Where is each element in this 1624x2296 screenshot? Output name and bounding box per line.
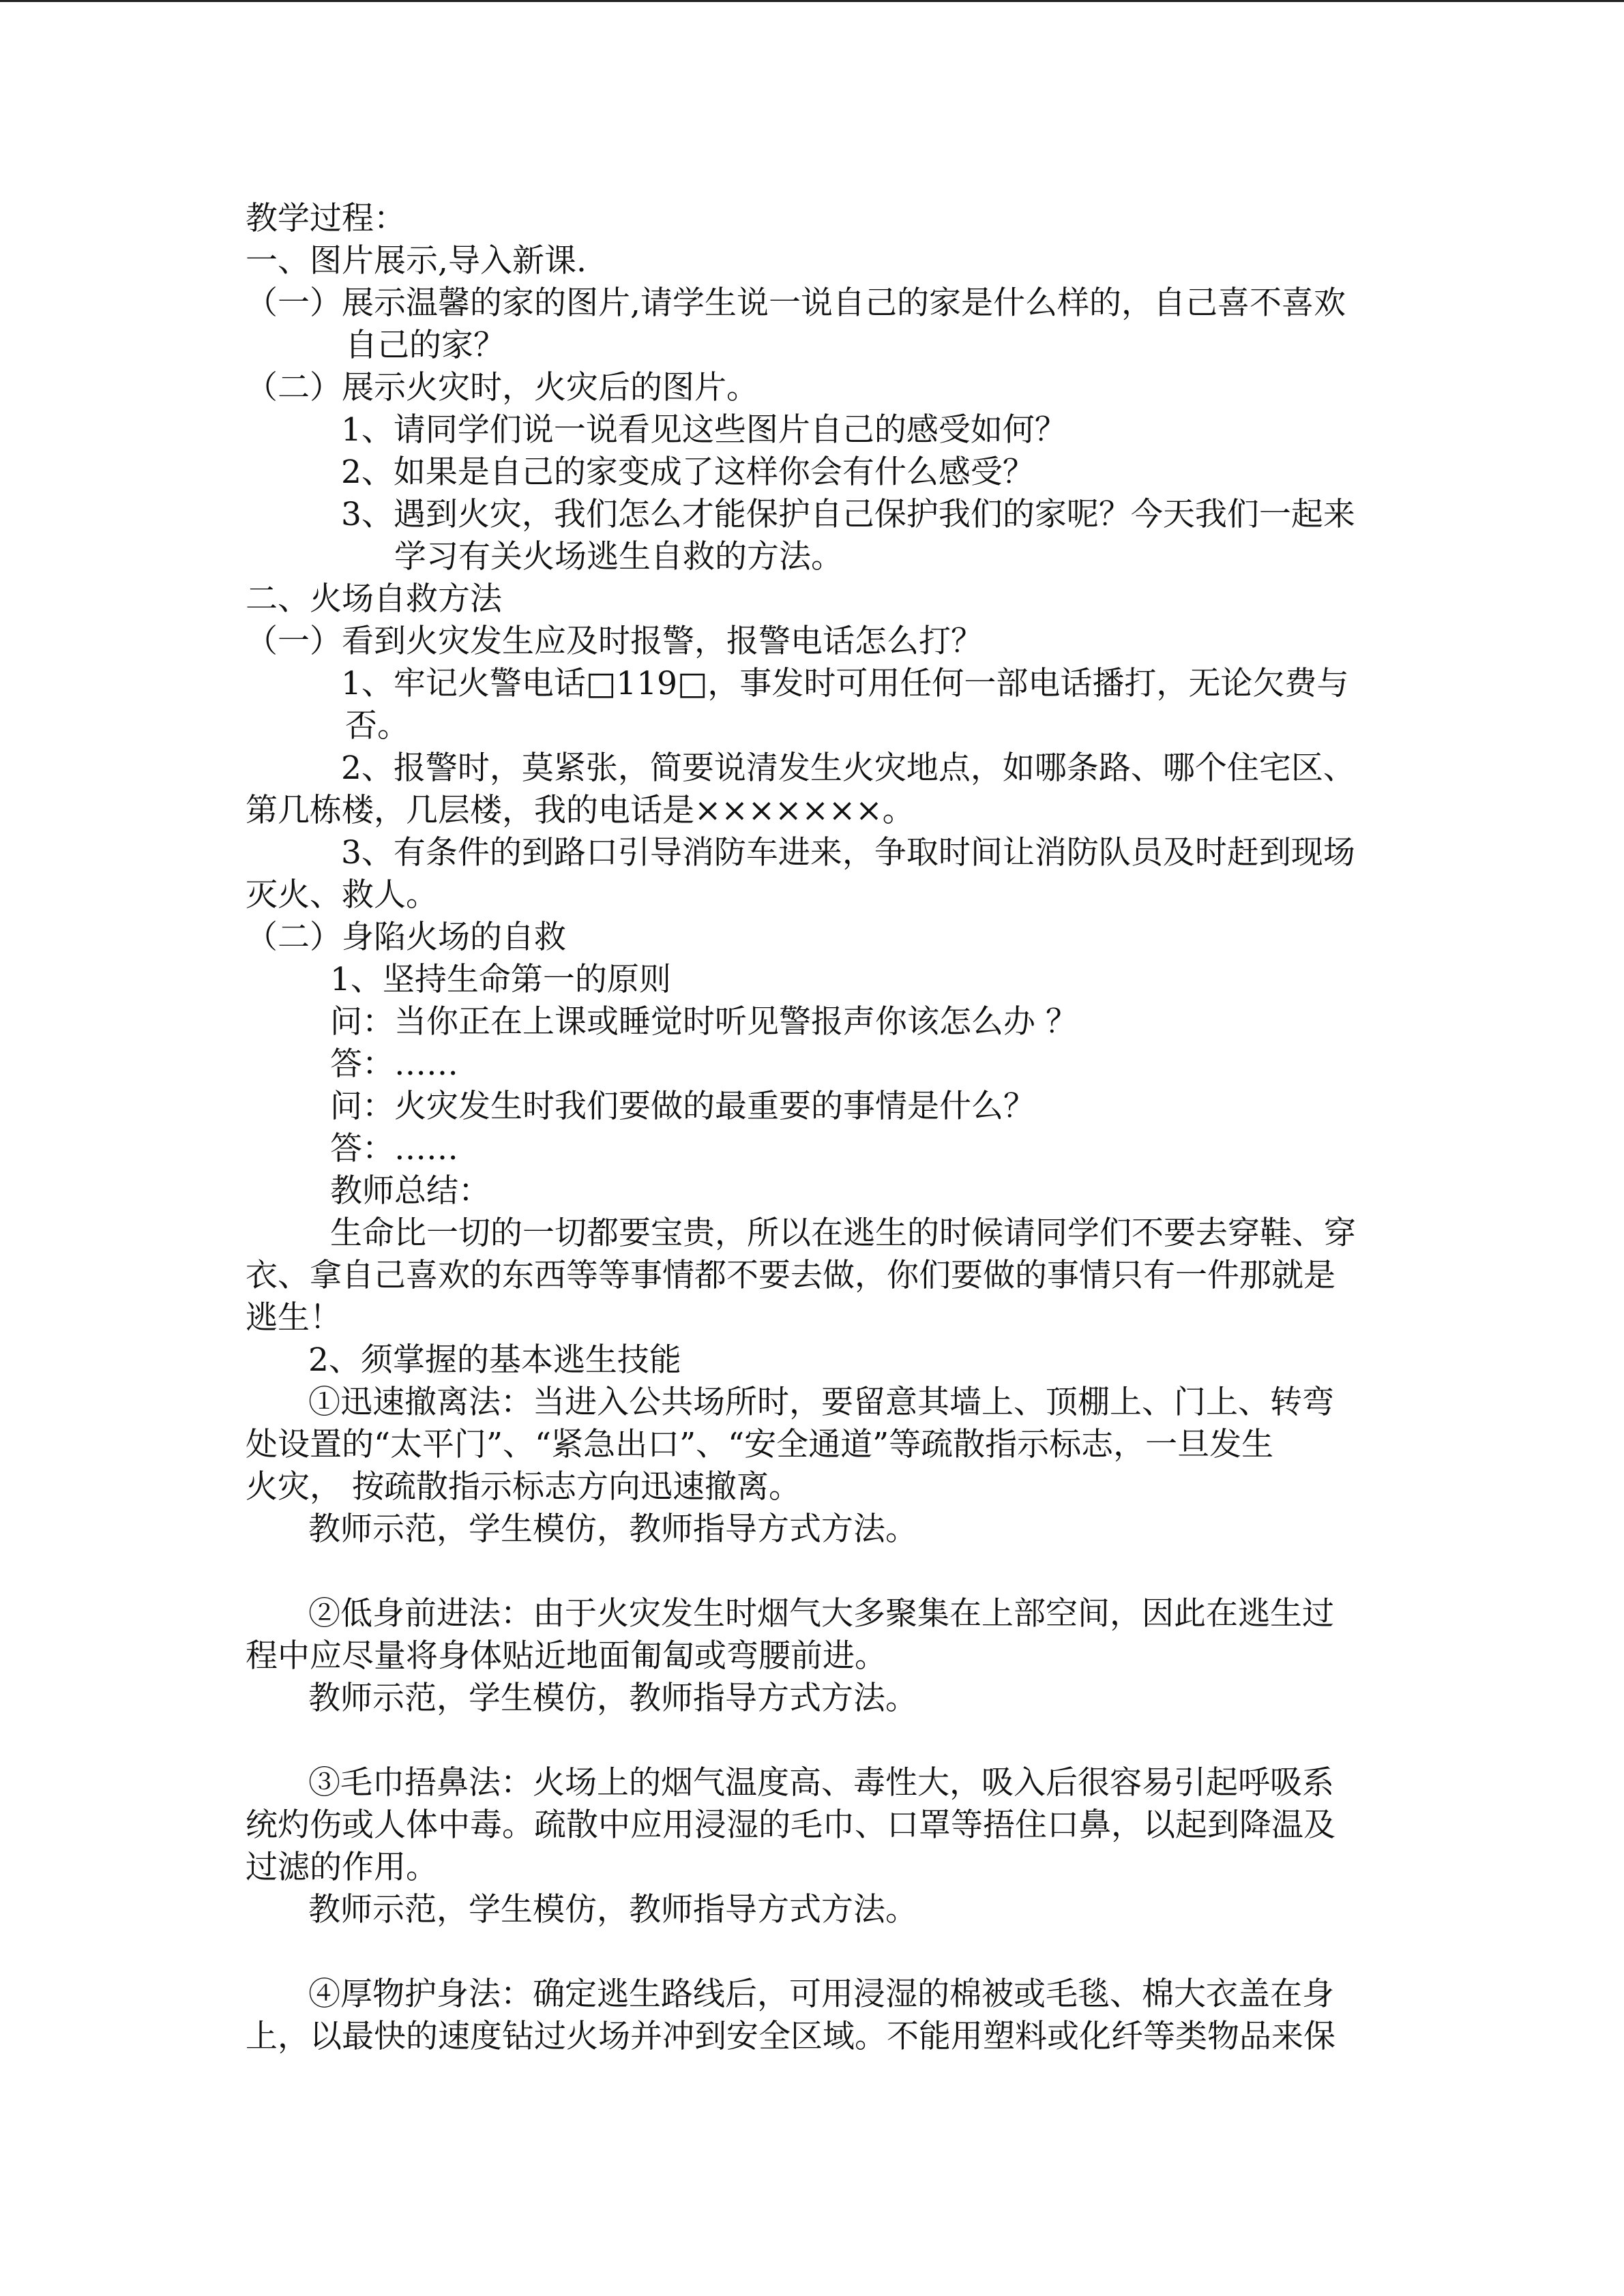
method3-demo: 教师示范，学生模仿，教师指导方式方法。 (308, 1891, 917, 1928)
section2-part1-p1-line2: 否。 (345, 707, 409, 745)
method1-demo: 教师示范，学生模仿，教师指导方式方法。 (308, 1510, 917, 1548)
method2-demo: 教师示范，学生模仿，教师指导方式方法。 (308, 1680, 917, 1717)
section1-item2-q2: 2、如果是自己的家变成了这样你会有什么感受？ (341, 453, 1035, 491)
section1-item2-title: （二）展示火灾时，火灾后的图片。 (246, 369, 758, 406)
sub1-summary-line1: 生命比一切的一切都要宝贵，所以在逃生的时候请同学们不要去穿鞋、穿 (330, 1214, 1356, 1252)
method1-line2: 处设置的“太平门”、“紧急出口”、“安全通道”等疏散指示标志，一旦发生 (246, 1426, 1274, 1463)
section2-part1-p2-line1: 2、报警时，莫紧张，简要说清发生火灾地点，如哪条路、哪个住宅区、 (341, 749, 1355, 787)
sub1-summary-line2: 衣、拿自己喜欢的东西等等事情都不要去做，你们要做的事情只有一件那就是 (246, 1257, 1335, 1294)
method3-line1: ③毛巾捂鼻法：火场上的烟气温度高、毒性大，吸入后很容易引起呼吸系 (308, 1764, 1334, 1802)
sub2-title: 2、须掌握的基本逃生技能 (308, 1341, 681, 1379)
section2-part1-title: （一）看到火灾发生应及时报警，报警电话怎么打？ (246, 623, 983, 660)
sub1-summary-label: 教师总结： (330, 1172, 490, 1210)
method2-line2: 程中应尽量将身体贴近地面匍匐或弯腰前进。 (246, 1637, 887, 1675)
section2-part1-p3-line1: 3、有条件的到路口引导消防车进来，争取时间让消防队员及时赶到现场 (341, 834, 1355, 871)
section2-title: 二、火场自救方法 (246, 580, 502, 618)
sub1-title: 1、坚持生命第一的原则 (330, 961, 671, 998)
method3-line2: 统灼伤或人体中毒。疏散中应用浸湿的毛巾、口罩等捂住口鼻，以起到降温及 (246, 1806, 1335, 1844)
section1-item1-line2: 自己的家？ (345, 327, 505, 364)
section1-item1-line1: （一）展示温馨的家的图片,请学生说一说自己的家是什么样的，自己喜不喜欢 (246, 284, 1346, 322)
method1-line3: 火灾， 按疏散指示标志方向迅速撤离。 (246, 1468, 801, 1506)
heading: 教学过程： (246, 200, 406, 237)
section1-title: 一、图片展示,导入新课. (246, 242, 587, 280)
sub1-summary-line3: 逃生！ (246, 1299, 342, 1337)
sub1-answer2: 答：…… (330, 1130, 458, 1167)
method4-line2: 上，以最快的速度钻过火场并冲到安全区域。不能用塑料或化纤等类物品来保 (246, 2018, 1335, 2055)
section1-item2-q3-line1: 3、遇到火灾，我们怎么才能保护自己保护我们的家呢？今天我们一起来 (341, 496, 1355, 533)
method3-line3: 过滤的作用。 (246, 1849, 438, 1886)
method4-line1: ④厚物护身法：确定逃生路线后，可用浸湿的棉被或毛毯、棉大衣盖在身 (308, 1976, 1334, 2013)
section2-part2-title: （二）身陷火场的自救 (246, 919, 566, 956)
sub1-answer1: 答：…… (330, 1045, 458, 1083)
section1-item2-q3-line2: 学习有关火场逃生自救的方法。 (394, 538, 843, 576)
section2-part1-p1-line1: 1、牢记火警电话□119□，事发时可用任何一部电话播打，无论欠费与 (341, 665, 1349, 702)
method1-line1: ①迅速撤离法：当进入公共场所时，要留意其墙上、顶棚上、门上、转弯 (308, 1384, 1334, 1421)
section2-part1-p3-line2: 灭火、救人。 (246, 876, 438, 914)
sub1-question2: 问：火灾发生时我们要做的最重要的事情是什么？ (330, 1088, 1035, 1125)
method2-line1: ②低身前进法：由于火灾发生时烟气大多聚集在上部空间，因此在逃生过 (308, 1595, 1334, 1632)
section2-part1-p2-line2: 第几栋楼，几层楼，我的电话是×××××××。 (246, 792, 915, 829)
section1-item2-q1: 1、请同学们说一说看见这些图片自己的感受如何？ (341, 411, 1067, 449)
sub1-question1: 问：当你正在上课或睡觉时听见警报声你该怎么办 ？ (330, 1003, 1078, 1041)
